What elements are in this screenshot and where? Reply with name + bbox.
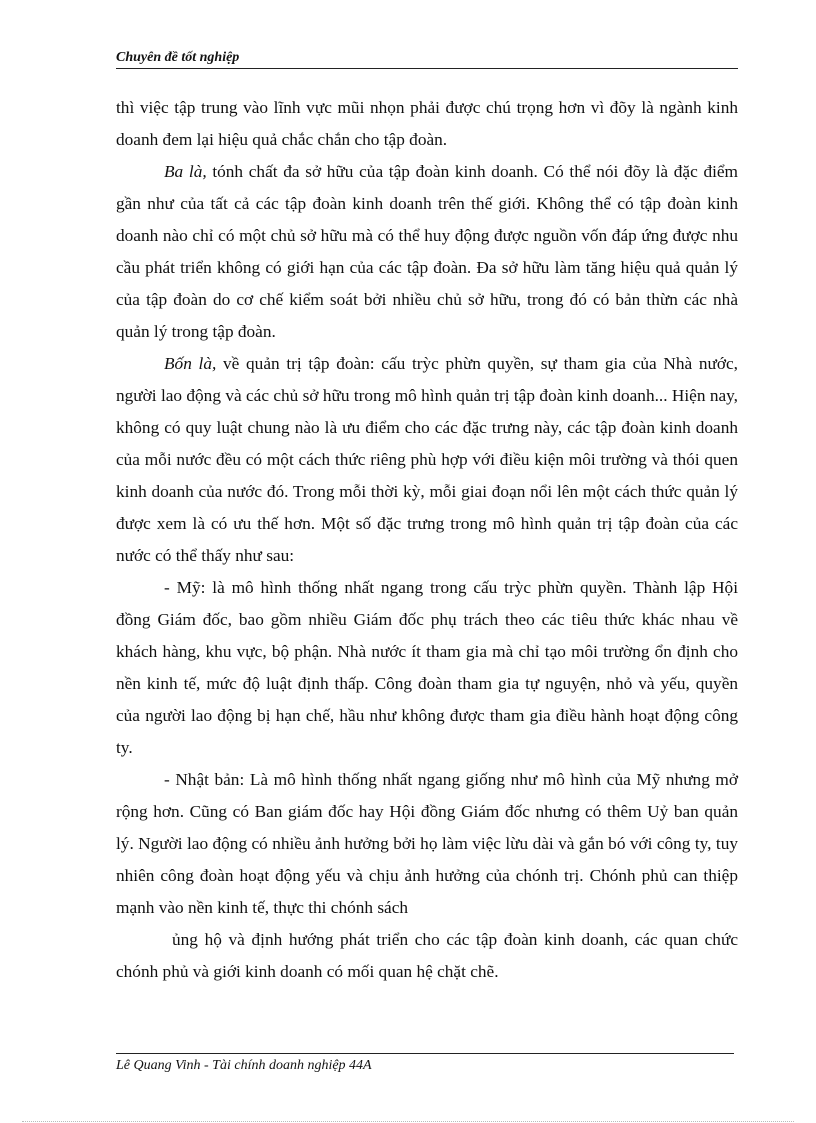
paragraph-text: - Nhật bản: Là mô hình thống nhất ngang giống như mô hình của Mỹ nhưng mở rộng hơn. Cũng có Ban giám đốc hay Hội đồng Giám đốc nhưng có thêm Uỷ ban quản lý. Người lao động có nhiều ảnh hưởng bởi họ làm việc lừu dài và gắn bó với công ty, tuy nhiên công đoàn hoạt động yếu và chịu ảnh hưởng của chónh trị. Chónh phủ can thiệp mạnh vào nền kinh tế, thực thi chónh sách bbox=[116, 770, 738, 917]
paragraph bbox=[116, 924, 738, 988]
paragraph-text: tónh chất đa sở hữu của tập đoàn kinh doanh. Có thể nói đõy là đặc điểm gần như của tất cả các tập đoàn kinh doanh trên thế giới. Không thể có tập đoàn kinh doanh nào chỉ có một chủ sở hữu mà có thể huy động được nguồn vốn đáp ứng được nhu cầu phát triển không có giới hạn của các tập đoàn. Đa sở hữu làm tăng hiệu quả quản lý của tập đoàn do cơ chế kiểm soát bởi nhiều chủ sở hữu, trong đó có bản thừn các nhà quản lý trong tập đoàn. bbox=[116, 162, 738, 341]
paragraph-text: - Mỹ: là mô hình thống nhất ngang trong cấu trỳc phừn quyền. Thành lập Hội đồng Giám đốc, bao gồm nhiều Giám đốc phụ trách theo các tiêu thức khác nhau về khách hàng, khu vực, bộ phận. Nhà nước ít tham gia mà chỉ tạo môi trường ổn định cho nền kinh tế, mức độ luật định thấp. Công đoàn tham gia tự nguyện, nhỏ và yếu, quyền của người lao động bị hạn chế, hầu như không được tham gia điều hành hoạt động công ty. bbox=[116, 578, 738, 757]
paragraph bbox=[116, 572, 738, 764]
footer-divider bbox=[116, 1053, 734, 1054]
paragraph bbox=[116, 348, 738, 572]
paragraph-lead: Bốn là, bbox=[164, 354, 217, 373]
header-divider bbox=[116, 68, 738, 69]
paragraph bbox=[116, 92, 738, 156]
page-footer: Lê Quang Vinh - Tài chính doanh nghiệp 44A bbox=[116, 1058, 372, 1073]
paragraph bbox=[116, 156, 738, 348]
paragraph-text: ủng hộ và định hướng phát triển cho các tập đoàn kinh doanh, các quan chức chónh phủ và giới kinh doanh có mối quan hệ chặt chẽ. bbox=[116, 930, 738, 981]
paragraph bbox=[116, 764, 738, 924]
paragraph-text: về quản trị tập đoàn: cấu trỳc phừn quyền, sự tham gia của Nhà nước, người lao động và các chủ sở hữu trong mô hình quản trị tập đoàn kinh doanh... Hiện nay, không có quy luật chung nào là ưu điểm cho các đặc trưng này, các tập đoàn kinh doanh của mỗi nước đều có một cách thức riêng phù hợp với điều kiện môi trường và thói quen kinh doanh của nước đó. Trong mỗi thời kỳ, mỗi giai đoạn nổi lên một cách thức quản lý được xem là có ưu thế hơn. Một số đặc trưng trong mô hình quản trị tập đoàn của các nước có thể thấy như sau: bbox=[116, 354, 738, 565]
paragraph-lead: Ba là, bbox=[164, 162, 207, 181]
page-edge-divider bbox=[22, 1121, 794, 1122]
page-header: Chuyên đề tốt nghiệp bbox=[116, 50, 240, 65]
paragraph-text: thì việc tập trung vào lĩnh vực mũi nhọn phải được chú trọng hơn vì đõy là ngành kinh doanh đem lại hiệu quả chắc chắn cho tập đoàn. bbox=[116, 98, 738, 149]
body-text bbox=[116, 92, 738, 988]
